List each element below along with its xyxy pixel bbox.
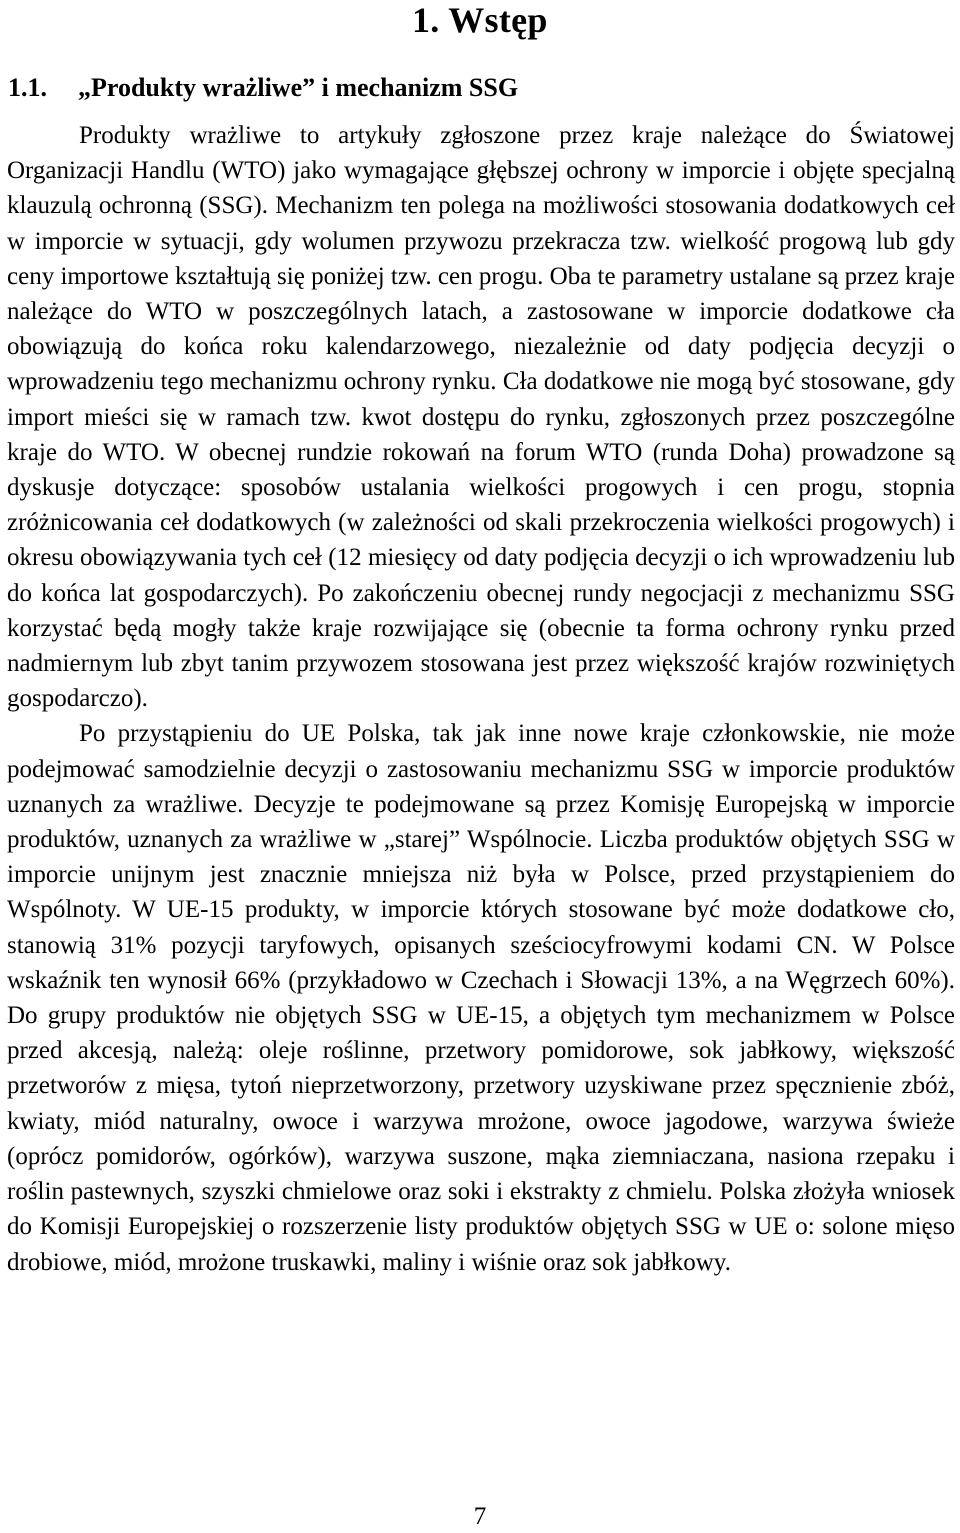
paragraph-sensitive-products: Produkty wrażliwe to artykuły zgłoszone przez kraje należące do Światowej Organizacji Handlu (WTO) jako wymagające głębszej ochrony w imporcie i objęte specjalną klauzulą ochronną (SSG). Mechanizm ten polega na możliwości stosowania dodatkowych ceł w imporcie w sytuacji, gdy wolumen przywozu przekracza tzw. wielkość progową lub gdy ceny importowe kształtują się poniżej tzw. cen progu. Oba te parametry ustalane są przez kraje należące do WTO w poszczególnych latach, a zastosowane w imporcie dodatkowe cła obowiązują do końca roku kalendarzowego, niezależnie od daty podjęcia decyzji o wprowadzeniu tego mechanizmu ochrony rynku. Cła dodatkowe nie mogą być stosowane, gdy import mieści się w ramach tzw. kwot dostępu do rynku, zgłoszonych przez poszczególne kraje do WTO. W obecnej rundzie rokowań na forum WTO (runda Doha) prowadzone są dyskusje dotyczące: sposobów ustalania wielkości progowych i cen progu, stopnia zróżnicowania ceł dodatkowych (w zależności od skali przekroczenia wielkości progowych) i okresu obowiązywania tych ceł (12 miesięcy od daty podjęcia decyzji o ich wprowadzeniu lub do końca lat gospodarczych). Po zakończeniu obecnej rundy negocjacji z mechanizmu SSG korzystać będą mogły także kraje rozwijające się (obecnie ta forma ochrony rynku przed nadmiernym lub zbyt tanim przywozem stosowana jest przez większość krajów rozwiniętych gospodarczo). bbox=[7, 122, 955, 713]
chapter-title: 1. Wstęp bbox=[412, 0, 548, 40]
page-number: 7 bbox=[473, 1503, 487, 1530]
paragraph-poland-eu-accession: Po przystąpieniu do UE Polska, tak jak inne nowe kraje członkowskie, nie może podejmować samodzielnie decyzji o zastosowaniu mechanizmu SSG w imporcie produktów uznanych za wrażliwe. Decyzje te podejmowane są przez Komisję Europejską w imporcie produktów, uznanych za wrażliwe w „starej” Wspólnocie. Liczba produktów objętych SSG w imporcie unijnym jest znacznie mniejsza niż była w Polsce, przed przystąpieniem do Wspólnoty. W UE-15 produkty, w imporcie których stosowane być może dodatkowe cło, stanowią 31% pozycji taryfowych, opisanych sześciocyfrowymi kodami CN. W Polsce wskaźnik ten wynosił 66% (przykładowo w Czechach i Słowacji 13%, a na Węgrzech 60%). Do grupy produktów nie objętych SSG w UE-15, a objętych tym mechanizmem w Polsce przed akcesją, należą: oleje roślinne, przetwory pomidorowe, sok jabłkowy, większość przetworów z mięsa, tytoń nieprzetworzony, przetwory uzyskiwane przez spęcznienie zbóż, kwiaty, miód naturalny, owoce i warzywa mrożone, owoce jagodowe, warzywa świeże (oprócz pomidorów, ogórków), warzywa suszone, mąka ziemniaczana, nasiona rzepaku i roślin pastewnych, szyszki chmielowe oraz soki i ekstrakty z chmielu. Polska złożyła wniosek do Komisji Europejskiej o rozszerzenie listy produktów objętych SSG w UE o: solone mięso drobiowe, miód, mrożone truskawki, maliny i wiśnie oraz sok jabłkowy. bbox=[7, 720, 955, 1276]
body-text bbox=[7, 118, 955, 1280]
section-heading bbox=[8, 68, 518, 108]
section-number: 1.1. bbox=[8, 73, 47, 102]
section-title: „Produkty wrażliwe” i mechanizm SSG bbox=[78, 73, 519, 102]
